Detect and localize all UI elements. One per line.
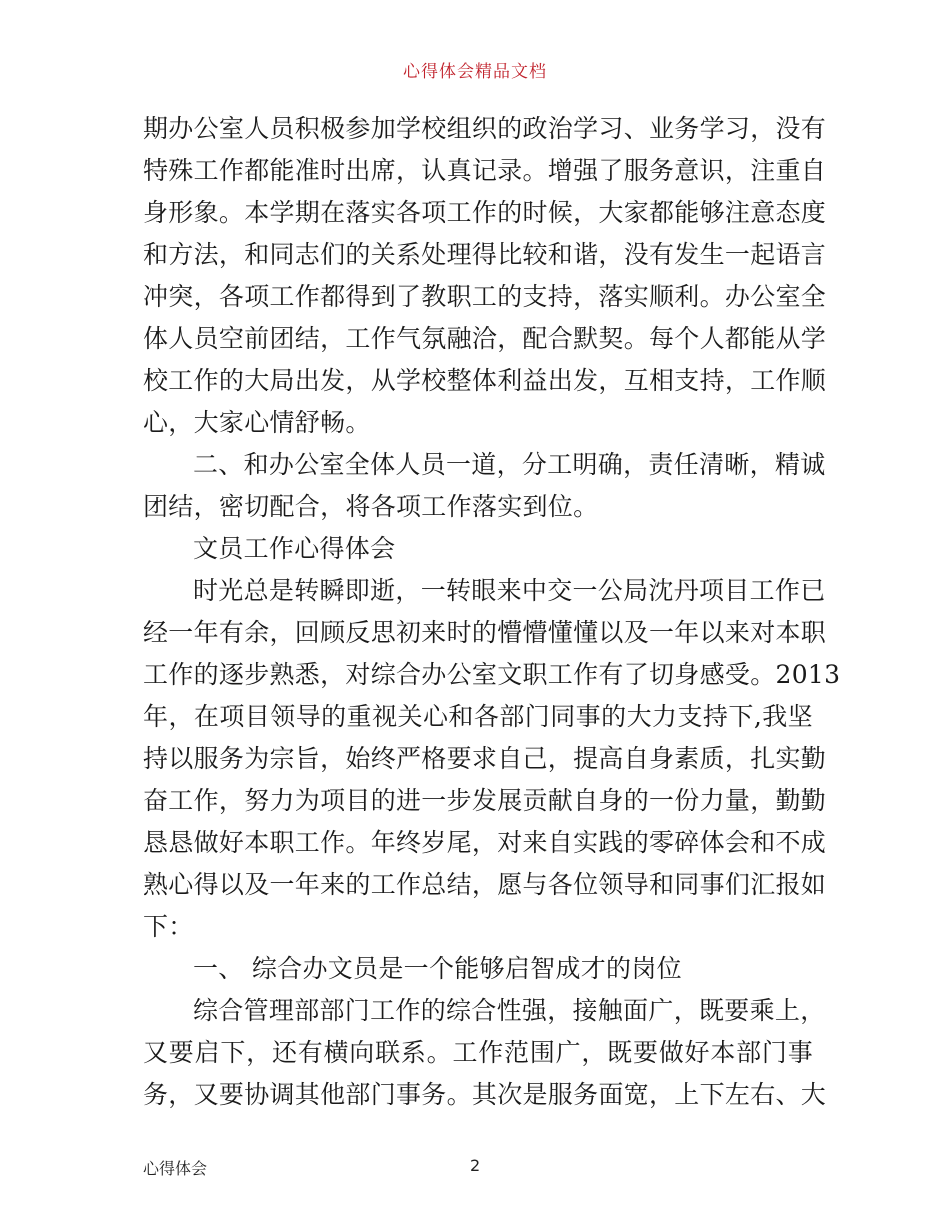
body-line: 恳恳做好本职工作。年终岁尾，对来自实践的零碎体会和不成: [143, 828, 827, 857]
body-line: 特殊工作都能准时出席，认真记录。增强了服务意识，注重自: [143, 156, 827, 185]
body-line: 下：: [143, 912, 194, 941]
body-line: 熟心得以及一年来的工作总结，愿与各位领导和同事们汇报如: [143, 870, 827, 899]
body-line: 持以服务为宗旨，始终严格要求自己，提高自身素质，扎实勤: [143, 744, 827, 773]
body-line: 和方法，和同志们的关系处理得比较和谐，没有发生一起语言: [143, 240, 827, 269]
body-line: 团结，密切配合，将各项工作落实到位。: [143, 492, 599, 521]
subsection-heading: 一、 综合办文员是一个能够启智成才的岗位: [193, 954, 682, 983]
body-line: 体人员空前团结，工作气氛融洽，配合默契。每个人都能从学: [143, 324, 827, 353]
page-header-title: 心得体会精品文档: [403, 62, 547, 82]
body-line: 务，又要协调其他部门事务。其次是服务面宽，上下左右、大: [143, 1080, 827, 1109]
footer-label: 心得体会: [143, 1159, 208, 1178]
page-number: 2: [470, 1156, 481, 1175]
document-body: [143, 108, 841, 1116]
section-two-line: 二、和办公室全体人员一道，分工明确，责任清晰，精诚: [193, 450, 826, 479]
body-line: 经一年有余，回顾反思初来时的懵懵懂懂以及一年以来对本职: [143, 618, 827, 647]
body-line: 时光总是转瞬即逝，一转眼来中交一公局沈丹项目工作已: [193, 576, 826, 605]
body-line: 冲突，各项工作都得到了教职工的支持，落实顺利。办公室全: [143, 282, 827, 311]
body-line: 年，在项目领导的重视关心和各部门同事的大力支持下,我坚: [143, 702, 813, 731]
body-line: 奋工作，努力为项目的进一步发展贡献自身的一份力量，勤勤: [143, 786, 827, 815]
body-line: 工作的逐步熟悉，对综合办公室文职工作有了切身感受。2013: [143, 660, 841, 689]
body-line: 校工作的大局出发，从学校整体利益出发，互相支持，工作顺: [143, 366, 827, 395]
body-line: 又要启下，还有横向联系。工作范围广，既要做好本部门事: [143, 1038, 813, 1067]
section-heading: 文员工作心得体会: [193, 534, 396, 563]
body-line: 综合管理部部门工作的综合性强，接触面广，既要乘上，: [193, 996, 826, 1025]
body-line: 身形象。本学期在落实各项工作的时候，大家都能够注意态度: [143, 198, 827, 227]
body-line: 期办公室人员积极参加学校组织的政治学习、业务学习，没有: [143, 114, 827, 143]
body-line: 心，大家心情舒畅。: [143, 408, 371, 437]
